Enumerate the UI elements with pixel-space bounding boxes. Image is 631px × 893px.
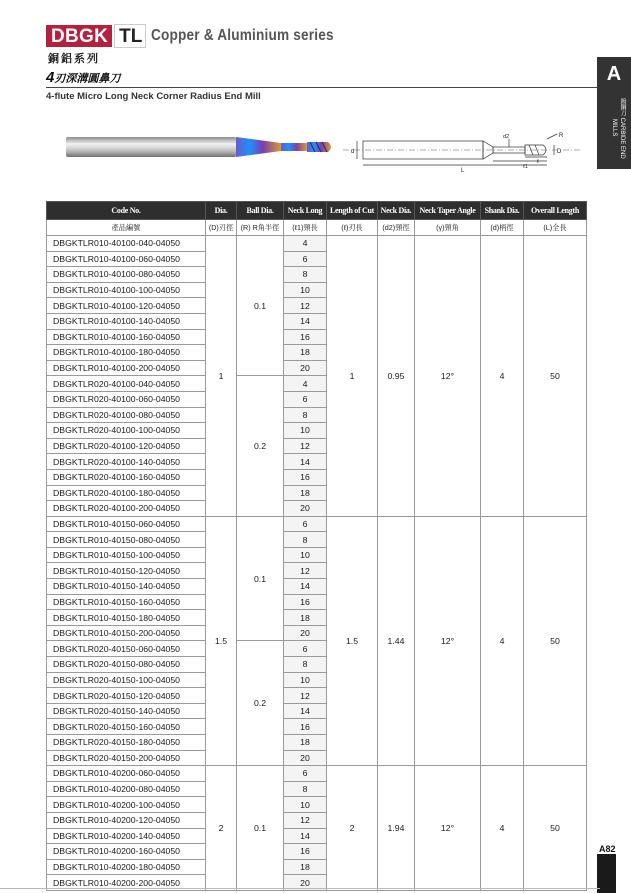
neck-long-cell: 18: [284, 859, 327, 875]
neck-dia-cell: 0.95: [378, 236, 415, 517]
neck-long-cell: 8: [284, 532, 327, 548]
neck-long-cell: 16: [284, 469, 327, 485]
code-cell: DBGKTLR010-40200-180-04050: [47, 859, 206, 875]
header-code-no-cn: 產品編號: [47, 220, 206, 236]
code-cell: DBGKTLR010-40100-180-04050: [47, 345, 206, 361]
header-code-no: Code No.: [47, 202, 206, 220]
neck-long-cell: 12: [284, 438, 327, 454]
code-cell: DBGKTLR010-40100-040-04050: [47, 236, 206, 252]
corner-radius-cell: 0.2: [237, 376, 284, 516]
page-number: A82: [599, 844, 616, 854]
product-subtitle: [46, 69, 120, 86]
header-shank-dia-cn: (d)柄徑: [481, 220, 524, 236]
code-cell: DBGKTLR010-40150-180-04050: [47, 610, 206, 626]
neck-long-cell: 14: [284, 703, 327, 719]
neck-long-cell: 4: [284, 376, 327, 392]
code-cell: DBGKTLR010-40200-140-04050: [47, 828, 206, 844]
code-cell: DBGKTLR010-40100-160-04050: [47, 329, 206, 345]
series-chinese-name: 銅鋁系列: [48, 53, 100, 65]
neck-long-cell: 14: [284, 828, 327, 844]
neck-long-cell: 10: [284, 282, 327, 298]
header-overall-length: Overall Length: [524, 202, 587, 220]
neck-taper-angle-cell: 12°: [415, 766, 481, 891]
neck-long-cell: 18: [284, 345, 327, 361]
neck-long-cell: 14: [284, 313, 327, 329]
label-overall-length: L: [461, 168, 465, 174]
neck-long-cell: 20: [284, 875, 327, 891]
subtitle-chinese: 刃深溝圓鼻刀: [54, 73, 121, 85]
neck-long-cell: 16: [284, 594, 327, 610]
neck-long-cell: 14: [284, 454, 327, 470]
code-cell: DBGKTLR010-40100-120-04050: [47, 298, 206, 314]
length-of-cut-cell: 1: [327, 236, 378, 517]
series-brand: [46, 24, 359, 48]
dia-cell: 1: [206, 236, 237, 517]
code-cell: DBGKTLR020-40100-060-04050: [47, 391, 206, 407]
corner-radius-cell: 0.1: [237, 516, 284, 641]
title-divider: [46, 87, 597, 88]
corner-radius-cell: 0.1: [237, 236, 284, 376]
code-cell: DBGKTLR010-40200-200-04050: [47, 875, 206, 891]
shank-dia-cell: 4: [481, 516, 524, 766]
bottom-rule: [0, 888, 600, 889]
neck-long-cell: 20: [284, 625, 327, 641]
overall-length-cell: 50: [524, 236, 587, 517]
neck-long-cell: 12: [284, 563, 327, 579]
code-cell: DBGKTLR010-40200-160-04050: [47, 844, 206, 860]
tool-photo: [66, 133, 336, 163]
code-cell: DBGKTLR020-40100-120-04050: [47, 438, 206, 454]
neck-long-cell: 8: [284, 781, 327, 797]
header-ball-dia: Ball Dia.: [237, 202, 284, 220]
neck-taper-angle-cell: 12°: [415, 236, 481, 517]
header-length-of-cut-cn: (ℓ)刃長: [327, 220, 378, 236]
neck-long-cell: 6: [284, 516, 327, 532]
section-tab-text: 鎢鋼刀 CARBIDE END MILLS: [611, 97, 625, 159]
code-cell: DBGKTLR020-40150-080-04050: [47, 657, 206, 673]
neck-long-cell: 18: [284, 485, 327, 501]
code-cell: DBGKTLR020-40150-160-04050: [47, 719, 206, 735]
code-cell: DBGKTLR020-40150-180-04050: [47, 735, 206, 751]
code-cell: DBGKTLR010-40200-120-04050: [47, 812, 206, 828]
header-neck-long: Neck Long: [284, 202, 327, 220]
label-neck-dia: d2: [503, 134, 510, 140]
label-dia: D: [557, 149, 562, 155]
length-of-cut-cell: 1.5: [327, 516, 378, 766]
code-cell: DBGKTLR010-40150-060-04050: [47, 516, 206, 532]
code-cell: DBGKTLR020-40150-140-04050: [47, 703, 206, 719]
tool-taper: [236, 137, 281, 157]
code-cell: DBGKTLR020-40100-160-04050: [47, 469, 206, 485]
neck-long-cell: 20: [284, 360, 327, 376]
code-cell: DBGKTLR010-40150-160-04050: [47, 594, 206, 610]
neck-long-cell: 6: [284, 766, 327, 782]
neck-long-cell: 20: [284, 501, 327, 517]
neck-long-cell: 8: [284, 657, 327, 673]
neck-long-cell: 16: [284, 719, 327, 735]
code-cell: DBGKTLR020-40100-080-04050: [47, 407, 206, 423]
section-letter: A: [606, 63, 622, 85]
neck-long-cell: 4: [284, 236, 327, 252]
code-cell: DBGKTLR020-40100-200-04050: [47, 501, 206, 517]
code-cell: DBGKTLR020-40100-040-04050: [47, 376, 206, 392]
code-cell: DBGKTLR020-40150-120-04050: [47, 688, 206, 704]
code-cell: DBGKTLR010-40100-100-04050: [47, 282, 206, 298]
code-cell: DBGKTLR020-40100-140-04050: [47, 454, 206, 470]
label-neck-length: ℓ1: [523, 164, 528, 170]
header-shank-dia: Shank Dia.: [481, 202, 524, 220]
header-neck-taper-angle: Neck Taper Angle: [415, 202, 481, 220]
neck-long-cell: 10: [284, 672, 327, 688]
header-neck-dia: Neck Dia.: [378, 202, 415, 220]
label-cut-length: ℓ: [537, 159, 539, 165]
dia-cell: 2: [206, 766, 237, 891]
tool-neck: [281, 143, 307, 151]
tool-shank: [66, 137, 236, 157]
header-neck-dia-cn: (d2)頸徑: [378, 220, 415, 236]
code-cell: DBGKTLR010-40100-200-04050: [47, 360, 206, 376]
corner-radius-cell: 0.2: [237, 641, 284, 766]
table-row: [47, 236, 587, 252]
code-cell: DBGKTLR020-40100-180-04050: [47, 485, 206, 501]
code-cell: DBGKTLR020-40100-100-04050: [47, 423, 206, 439]
neck-long-cell: 10: [284, 797, 327, 813]
neck-long-cell: 18: [284, 610, 327, 626]
neck-long-cell: 8: [284, 407, 327, 423]
code-cell: DBGKTLR010-40200-080-04050: [47, 781, 206, 797]
label-shank-dia: d: [351, 149, 355, 155]
flute-count: 4: [46, 69, 55, 86]
code-cell: DBGKTLR010-40150-120-04050: [47, 563, 206, 579]
dia-cell: 1.5: [206, 516, 237, 766]
header-overall-length-cn: (L)全長: [524, 220, 587, 236]
neck-dia-cell: 1.44: [378, 516, 415, 766]
header-dia-cn: (D)刃徑: [206, 220, 237, 236]
overall-length-cell: 50: [524, 516, 587, 766]
spec-table: [46, 201, 587, 891]
neck-long-cell: 10: [284, 423, 327, 439]
code-cell: DBGKTLR020-40150-060-04050: [47, 641, 206, 657]
neck-long-cell: 12: [284, 298, 327, 314]
header-neck-long-cn: (ℓ1)頸長: [284, 220, 327, 236]
table-row: [47, 766, 587, 782]
table-row: [47, 516, 587, 532]
neck-long-cell: 6: [284, 251, 327, 267]
header-neck-taper-angle-cn: (γ)頸角: [415, 220, 481, 236]
neck-long-cell: 8: [284, 267, 327, 283]
label-corner-radius: R: [559, 133, 564, 139]
neck-long-cell: 6: [284, 641, 327, 657]
series-name: Copper & Aluminium series: [151, 27, 335, 44]
brand-code: DBGK: [46, 25, 112, 47]
neck-long-cell: 6: [284, 391, 327, 407]
code-cell: DBGKTLR010-40150-080-04050: [47, 532, 206, 548]
neck-long-cell: 12: [284, 812, 327, 828]
tool-drawing: [343, 131, 583, 176]
overall-length-cell: 50: [524, 766, 587, 891]
neck-long-cell: 16: [284, 844, 327, 860]
neck-long-cell: 10: [284, 547, 327, 563]
section-tab: [597, 57, 631, 169]
header-ball-dia-cn: (R) R角半徑: [237, 220, 284, 236]
code-cell: DBGKTLR010-40100-140-04050: [47, 313, 206, 329]
code-cell: DBGKTLR010-40100-080-04050: [47, 267, 206, 283]
neck-dia-cell: 1.94: [378, 766, 415, 891]
shank-dia-cell: 4: [481, 236, 524, 517]
header-length-of-cut: Length of Cut: [327, 202, 378, 220]
code-cell: DBGKTLR010-40150-100-04050: [47, 547, 206, 563]
neck-taper-angle-cell: 12°: [415, 516, 481, 766]
code-cell: DBGKTLR010-40200-060-04050: [47, 766, 206, 782]
code-cell: DBGKTLR010-40150-200-04050: [47, 625, 206, 641]
product-title-english: 4-flute Micro Long Neck Corner Radius End Mill: [46, 91, 261, 102]
code-cell: DBGKTLR010-40100-060-04050: [47, 251, 206, 267]
neck-long-cell: 18: [284, 735, 327, 751]
neck-long-cell: 14: [284, 579, 327, 595]
corner-radius-cell: 0.1: [237, 766, 284, 891]
code-cell: DBGKTLR020-40150-100-04050: [47, 672, 206, 688]
code-cell: DBGKTLR020-40150-200-04050: [47, 750, 206, 766]
shank-dia-cell: 4: [481, 766, 524, 891]
code-cell: DBGKTLR010-40150-140-04050: [47, 579, 206, 595]
neck-long-cell: 12: [284, 688, 327, 704]
neck-long-cell: 16: [284, 329, 327, 345]
length-of-cut-cell: 2: [327, 766, 378, 891]
brand-suffix: TL: [114, 24, 146, 48]
code-cell: DBGKTLR010-40200-100-04050: [47, 797, 206, 813]
header-dia: Dia.: [206, 202, 237, 220]
neck-long-cell: 20: [284, 750, 327, 766]
